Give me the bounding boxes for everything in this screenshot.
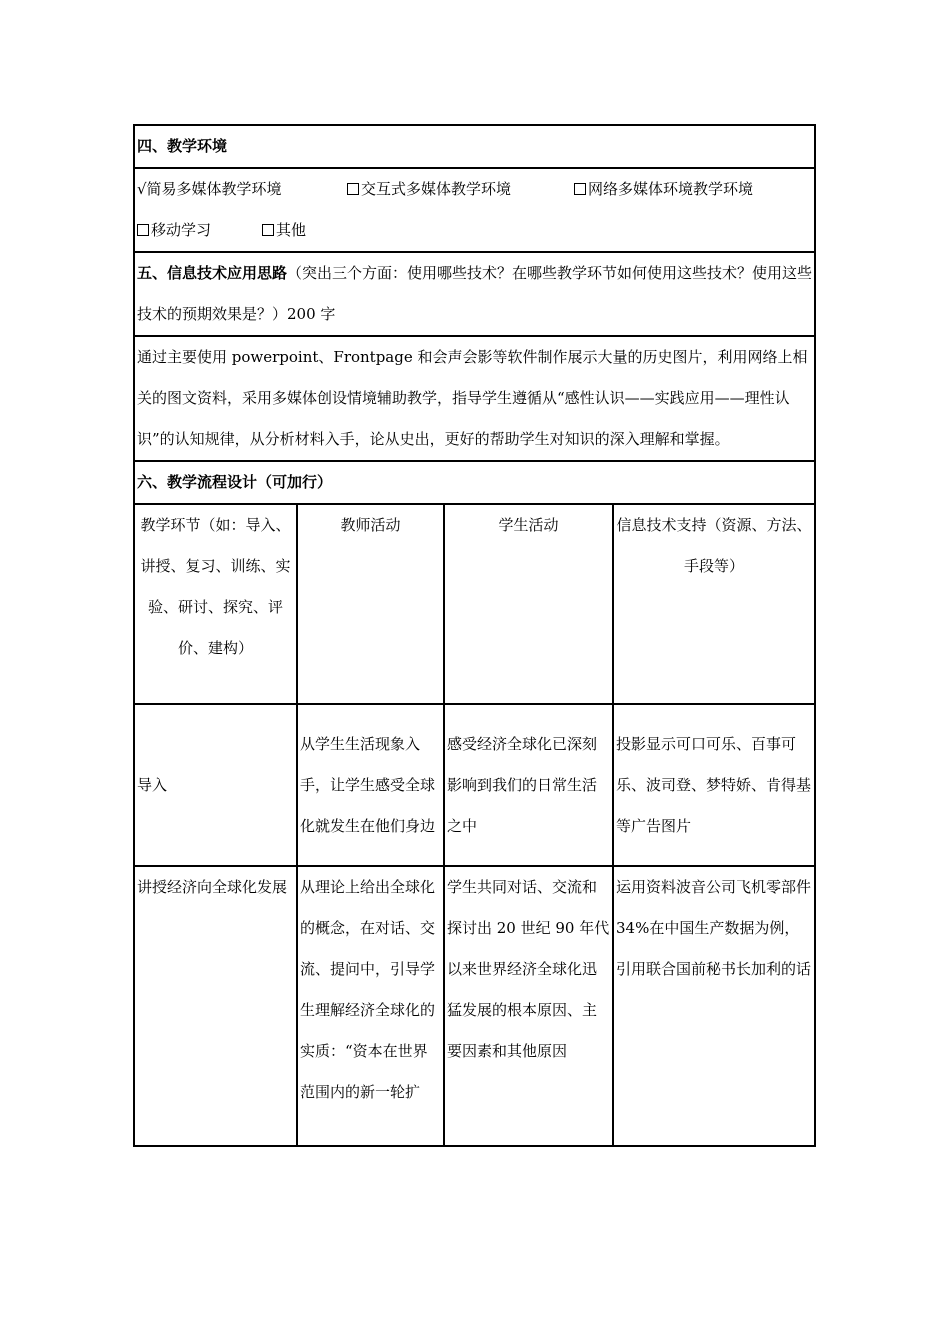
row-teacher: 从学生生活现象入手，让学生感受全球化就发生在他们身边 (297, 704, 444, 866)
it-heading-note: （突出三个方面：使用哪些技术？在哪些教学环节如何使用这些技术？使用这些技术的预期效果是？）200 字 (137, 264, 813, 323)
header-stage: 教学环节（如：导入、讲授、复习、训练、实验、研讨、探究、评价、建构） (134, 504, 297, 704)
row-stage: 导入 (134, 704, 297, 866)
row-tech: 运用资料波音公司飞机零部件 34%在中国生产数据为例，引用联合国前秘书长加利的话 (613, 866, 815, 1146)
it-heading (134, 252, 815, 336)
table-row (134, 704, 815, 866)
table-row (134, 866, 815, 1146)
option-network-multimedia: 网络多媒体环境教学环境 (574, 169, 753, 210)
checkbox-icon (574, 183, 586, 195)
flow-heading: 六、教学流程设计（可加行） (134, 461, 815, 504)
lesson-plan-table (133, 124, 816, 1147)
env-options (134, 168, 815, 252)
option-mobile-learning: 移动学习 (137, 210, 262, 251)
it-body: 通过主要使用 powerpoint、Frontpage 和会声会影等软件制作展示大量的历史图片，利用网络上相关的图文资料，采用多媒体创设情境辅助教学，指导学生遵循从“感性认识——实践应用——理性认识”的认知规律，从分析材料入手，论从史出，更好的帮助学生对知识的深入理解和掌握。 (134, 336, 815, 461)
checkbox-icon (347, 183, 359, 195)
document-page (133, 124, 814, 1147)
env-options-row1 (137, 169, 812, 210)
header-tech: 信息技术支持（资源、方法、手段等） (613, 504, 815, 704)
checkbox-icon (262, 224, 274, 236)
env-heading: 四、教学环境 (134, 125, 815, 168)
row-tech: 投影显示可口可乐、百事可乐、波司登、梦特娇、肯得基等广告图片 (613, 704, 815, 866)
option-interactive-multimedia: 交互式多媒体教学环境 (347, 169, 574, 210)
it-heading-title: 五、信息技术应用思路 (137, 264, 288, 282)
row-student: 学生共同对话、交流和探讨出 20 世纪 90 年代以来世界经济全球化迅猛发展的根本原因、主要因素和其他原因 (444, 866, 613, 1146)
header-student: 学生活动 (444, 504, 613, 704)
row-teacher: 从理论上给出全球化的概念，在对话、交流、提问中，引导学生理解经济全球化的实质：“资本在世界范围内的新一轮扩 (297, 866, 444, 1146)
row-student: 感受经济全球化已深刻影响到我们的日常生活之中 (444, 704, 613, 866)
option-simple-multimedia: √简易多媒体教学环境 (137, 180, 282, 198)
checkbox-icon (137, 224, 149, 236)
row-stage: 讲授经济向全球化发展 (134, 866, 297, 1146)
option-other: 其他 (262, 210, 306, 251)
header-teacher: 教师活动 (297, 504, 444, 704)
env-options-row2 (137, 210, 812, 251)
